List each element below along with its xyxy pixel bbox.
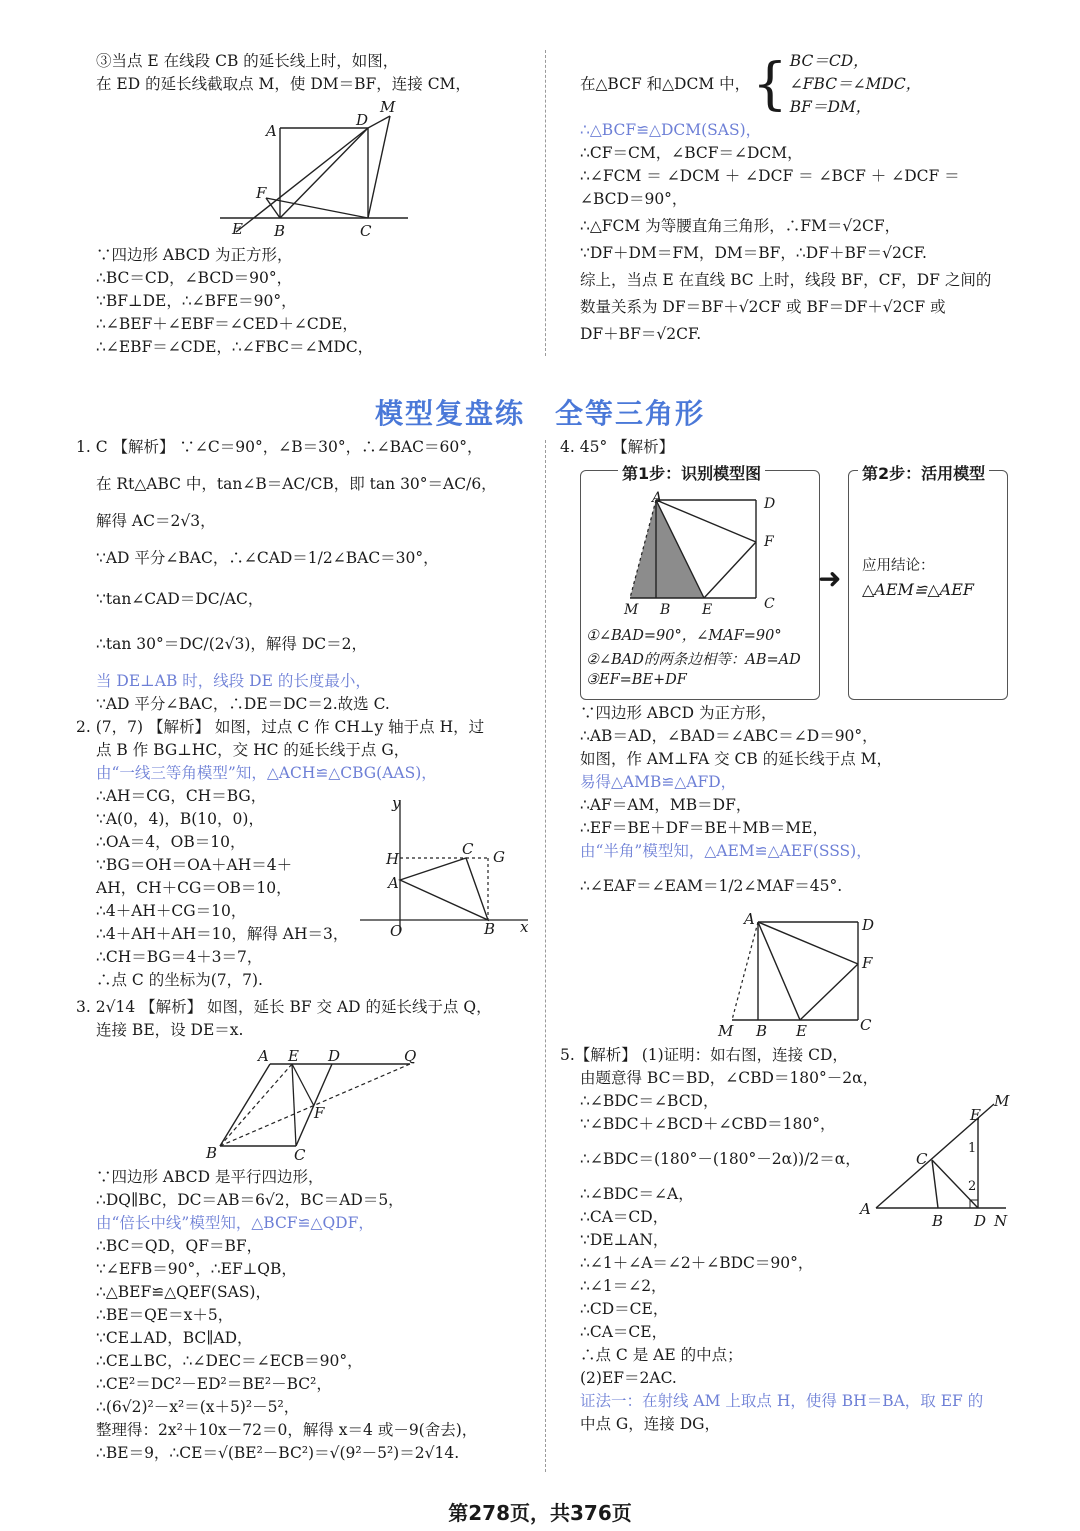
q2-line: ∴点 C 的坐标为(7，7). <box>96 971 263 989</box>
q1-line: 1. C 【解析】 ∵∠C＝90°，∠B＝30°，∴∠BAC＝60°， <box>76 438 483 456</box>
page-footer: 第278页，共376页 <box>448 1501 632 1525</box>
label-D: D <box>356 111 369 129</box>
conclusion: △AEM≌△AEF <box>862 580 974 599</box>
svg-text:B: B <box>206 1144 218 1162</box>
system-line: ∠FBC＝∠MDC， <box>789 75 922 93</box>
q2-line: ∴4＋AH＋AH＝10，解得 AH＝3， <box>96 925 349 943</box>
text-line: ∴△FCM 为等腰直角三角形，∴FM＝√2CF， <box>580 217 901 235</box>
condition-2: ②∠BAD的两条边相等：AB=AD <box>586 652 801 668</box>
text-line: DF＋BF＝√2CF. <box>580 325 702 343</box>
system-line: BF＝DM， <box>789 98 872 116</box>
text-line: ∴△BCF≌△DCM(SAS)， <box>580 121 762 139</box>
q2-line: ∴AH＝CG，CH＝BG， <box>96 787 267 805</box>
section-title: 模型复盘练 全等三角形 <box>374 397 705 430</box>
svg-text:D: D <box>974 1212 987 1230</box>
q2-line: ∴OA＝4，OB＝10， <box>96 833 246 851</box>
label-M: M <box>380 98 396 116</box>
text-line: ∵四边形 ABCD 为正方形， <box>96 246 293 264</box>
svg-text:1: 1 <box>968 1141 977 1156</box>
svg-text:B: B <box>932 1212 944 1230</box>
q5-line: ∵DE⊥AN， <box>580 1231 669 1249</box>
q3-line: ∴BC＝QD，QF＝BF， <box>96 1237 263 1255</box>
triangle-figure <box>856 1090 1016 1230</box>
text-line: 数量关系为 DF＝BF＋√2CF 或 BF＝DF＋√2CF 或 <box>580 298 946 316</box>
svg-text:C: C <box>294 1146 306 1164</box>
q1-line: 在 Rt△ABC 中，tan∠B＝AC/CB，即 tan 30°＝AC/6， <box>96 475 497 493</box>
q5-line: ∴∠1＝∠2， <box>580 1277 667 1295</box>
svg-text:x: x <box>520 918 529 936</box>
svg-text:G: G <box>493 848 505 866</box>
q3-line: 3. 2√14 【解析】 如图，延长 BF 交 AD 的延长线于点 Q， <box>76 998 492 1016</box>
q2-line: AH，CH＋CG＝OB＝10， <box>96 879 292 897</box>
square-figure-2 <box>712 908 892 1042</box>
q3-line: ∴CE⊥BC，∴∠DEC＝∠ECB＝90°， <box>96 1352 363 1370</box>
svg-text:Q: Q <box>404 1047 417 1065</box>
q3-line: ∴△BEF≌△QEF(SAS)， <box>96 1283 271 1301</box>
q3-line: 由“倍长中线”模型知，△BCF≌△QDF， <box>96 1214 374 1232</box>
brace: { <box>752 51 788 117</box>
text-line: ∴∠BEF＋∠EBF＝∠CED＋∠CDE， <box>96 315 358 333</box>
q4-proof <box>580 702 1020 898</box>
q5-line: 中点 G，连接 DG， <box>580 1415 721 1433</box>
q1-line: ∵tan∠CAD＝DC/AC， <box>96 590 264 608</box>
svg-text:A: A <box>258 1047 269 1065</box>
parallelogram-figure <box>200 1046 430 1166</box>
q4-line: 如图，作 AM⊥FA 交 CB 的延长线于点 M， <box>580 750 892 768</box>
text-line: 在 ED 的延长线截取点 M，使 DM＝BF，连接 CM， <box>96 75 471 93</box>
top-left-text <box>96 50 526 96</box>
system-line: BC＝CD， <box>789 52 869 70</box>
svg-text:E: E <box>288 1047 299 1065</box>
q5-line: 由题意得 BC＝BD，∠CBD＝180°－2α， <box>580 1069 879 1087</box>
svg-text:N: N <box>994 1212 1008 1230</box>
q2-line: ∵BG＝OH＝OA＋AH＝4＋ <box>96 856 293 874</box>
label-E: E <box>232 220 243 238</box>
q3-line: ∴BE＝QE＝x＋5， <box>96 1306 234 1324</box>
q5-line: ∴∠BDC＝∠A， <box>580 1185 694 1203</box>
svg-text:B: B <box>660 602 671 618</box>
q5-line: ∴∠1＋∠A＝∠2＋∠BDC＝90°， <box>580 1254 814 1272</box>
text-line: ∠BCD＝90°， <box>580 190 688 208</box>
label-C: C <box>360 222 372 240</box>
svg-text:2: 2 <box>968 1179 977 1194</box>
svg-text:E: E <box>970 1106 981 1124</box>
q5-line: ∴点 C 是 AE 的中点； <box>580 1346 743 1364</box>
left-main-text <box>76 436 546 1042</box>
model-square-figure <box>616 490 786 620</box>
q5-line: ∴CD＝CE， <box>580 1300 669 1318</box>
q5-line: ∴∠BDC＝(180°－(180°－2α))/2＝α， <box>580 1150 861 1168</box>
q3-line: ∵CE⊥AD，BC∥AD， <box>96 1329 253 1347</box>
q3-line: ∵四边形 ABCD 是平行四边形， <box>96 1168 324 1186</box>
system-lines <box>790 50 921 119</box>
svg-text:M: M <box>718 1022 734 1040</box>
q1-line: 当 DE⊥AB 时，线段 DE 的长度最小， <box>96 672 371 690</box>
svg-text:M: M <box>994 1092 1010 1110</box>
square-figure-1 <box>200 98 420 240</box>
svg-text:A: A <box>652 490 663 506</box>
q1-line: ∴tan 30°＝DC/(2√3)，解得 DC＝2， <box>96 635 367 653</box>
svg-text:A: A <box>388 874 399 892</box>
q4-line: ∴AB＝AD，∠BAD＝∠ABC＝∠D＝90°， <box>580 727 878 745</box>
svg-text:F: F <box>314 1104 325 1122</box>
q3-line: ∴(6√2)²－x²＝(x＋5)²－5²， <box>96 1398 300 1416</box>
equation-system <box>580 50 1020 119</box>
coordinate-figure <box>356 792 534 942</box>
q2-line: 由“一线三等角模型”知，△ACH≌△CBG(AAS)， <box>96 764 437 782</box>
condition-1: ①∠BAD=90°，∠MAF=90° <box>586 628 782 644</box>
q2-line: 点 B 作 BG⊥HC，交 HC 的延长线于点 G， <box>96 741 410 759</box>
svg-text:B: B <box>484 920 496 938</box>
top-right-text <box>580 50 1020 346</box>
step2-title: 第2步：活用模型 <box>858 461 989 484</box>
svg-text:A: A <box>860 1200 871 1218</box>
left-bottom-text <box>96 1166 546 1465</box>
step1-title: 第1步：识别模型图 <box>618 461 765 484</box>
q5-line: (2)EF＝2AC. <box>580 1369 677 1387</box>
q3-line: ∴DQ∥BC，DC＝AB＝6√2，BC＝AD＝5， <box>96 1191 404 1209</box>
q4-line: ∴∠EAF＝∠EAM＝1/2∠MAF＝45°. <box>580 877 843 895</box>
q4-line: 由“半角”模型知，△AEM≌△AEF(SSS)， <box>580 842 872 860</box>
svg-text:D: D <box>764 496 776 512</box>
conclusion-title: 应用结论： <box>862 558 935 574</box>
svg-text:B: B <box>756 1022 768 1040</box>
text-line: 综上，当点 E 在直线 BC 上时，线段 BF，CF，DF 之间的 <box>580 271 992 289</box>
text-line: ∴CF＝CM，∠BCF＝∠DCM， <box>580 144 803 162</box>
q1-line: 解得 AC＝2√3， <box>96 512 216 530</box>
svg-text:C: C <box>764 596 775 612</box>
q3-line: 连接 BE，设 DE＝x. <box>96 1021 244 1039</box>
label-F: F <box>256 184 267 202</box>
q4-line: ∵四边形 ABCD 为正方形， <box>580 704 777 722</box>
q2-line: 2. (7，7) 【解析】 如图，过点 C 作 CH⊥y 轴于点 H，过 <box>76 718 485 736</box>
q4-title: 4. 45° 【解析】 <box>560 438 675 456</box>
svg-text:F: F <box>862 954 873 972</box>
q3-line: 整理得：2x²＋10x－72＝0，解得 x＝4 或－9(舍去)， <box>96 1421 478 1439</box>
text-line: ∵DF＋DM＝FM，DM＝BF，∴DF＋BF＝√2CF. <box>580 244 927 262</box>
svg-text:F: F <box>764 534 774 550</box>
svg-text:y: y <box>392 794 401 812</box>
top-left-proof <box>96 244 526 359</box>
condition-3: ③EF=BE+DF <box>586 672 687 688</box>
label-A: A <box>266 122 277 140</box>
column-divider-main <box>545 440 546 1472</box>
q4-line: 易得△AMB≌△AFD， <box>580 773 737 791</box>
svg-text:C: C <box>462 840 474 858</box>
svg-text:M: M <box>624 602 639 618</box>
svg-text:D: D <box>328 1047 341 1065</box>
system-prefix: 在△BCF 和△DCM 中， <box>580 75 751 93</box>
label-B: B <box>274 222 286 240</box>
q5-line: ∴∠BDC＝∠BCD， <box>580 1092 719 1110</box>
q1-line: ∵AD 平分∠BAC，∴∠CAD＝1/2∠BAC＝30°， <box>96 549 439 567</box>
q4-head <box>560 436 674 459</box>
svg-text:E: E <box>796 1022 807 1040</box>
q2-line: ∴4＋AH＋CG＝10， <box>96 902 247 920</box>
svg-text:D: D <box>862 916 875 934</box>
arrow-icon: ➜ <box>818 562 842 595</box>
q4-line: ∴EF＝BE＋DF＝BE＋MB＝ME， <box>580 819 828 837</box>
q5-line: ∴CA＝CD， <box>580 1208 669 1226</box>
q2-line: ∴CH＝BG＝4＋3＝7， <box>96 948 263 966</box>
q5-line: ∴CA＝CE， <box>580 1323 668 1341</box>
q3-line: ∵∠EFB＝90°，∴EF⊥QB， <box>96 1260 297 1278</box>
q5-line: ∵∠BDC＋∠BCD＋∠CBD＝180°， <box>580 1115 836 1133</box>
q2-line: ∵A(0，4)，B(10，0)， <box>96 810 264 828</box>
column-divider-top <box>545 50 546 356</box>
q1-line: ∵AD 平分∠BAC，∴DE＝DC＝2.故选 C. <box>96 695 390 713</box>
text-line: ∴BC＝CD，∠BCD＝90°， <box>96 269 293 287</box>
text-line: ∴∠FCM ＝ ∠DCM ＋ ∠DCF ＝ ∠BCF ＋ ∠DCF ＝ <box>580 167 960 185</box>
q3-line: ∴CE²＝DC²－ED²＝BE²－BC²， <box>96 1375 332 1393</box>
text-line: ∵BF⊥DE，∴∠BFE＝90°， <box>96 292 297 310</box>
q3-line: ∴BE＝9，∴CE＝√(BE²－BC²)＝√(9²－5²)＝2√14. <box>96 1444 460 1462</box>
svg-text:E: E <box>702 602 713 618</box>
q5-line: 5.【解析】 (1)证明：如右图，连接 CD， <box>560 1046 848 1064</box>
q4-line: ∴AF＝AM，MB＝DF， <box>580 796 752 814</box>
svg-text:C: C <box>916 1150 928 1168</box>
svg-text:A: A <box>744 910 755 928</box>
svg-text:O: O <box>390 922 403 940</box>
text-line: ③当点 E 在线段 CB 的延长线上时，如图， <box>96 52 399 70</box>
text-line: ∴∠EBF＝∠CDE，∴∠FBC＝∠MDC， <box>96 338 374 356</box>
svg-text:H: H <box>386 850 400 868</box>
q5-line: 证法一：在射线 AM 上取点 H，使得 BH＝BA，取 EF 的 <box>580 1392 984 1410</box>
svg-text:C: C <box>860 1016 872 1034</box>
